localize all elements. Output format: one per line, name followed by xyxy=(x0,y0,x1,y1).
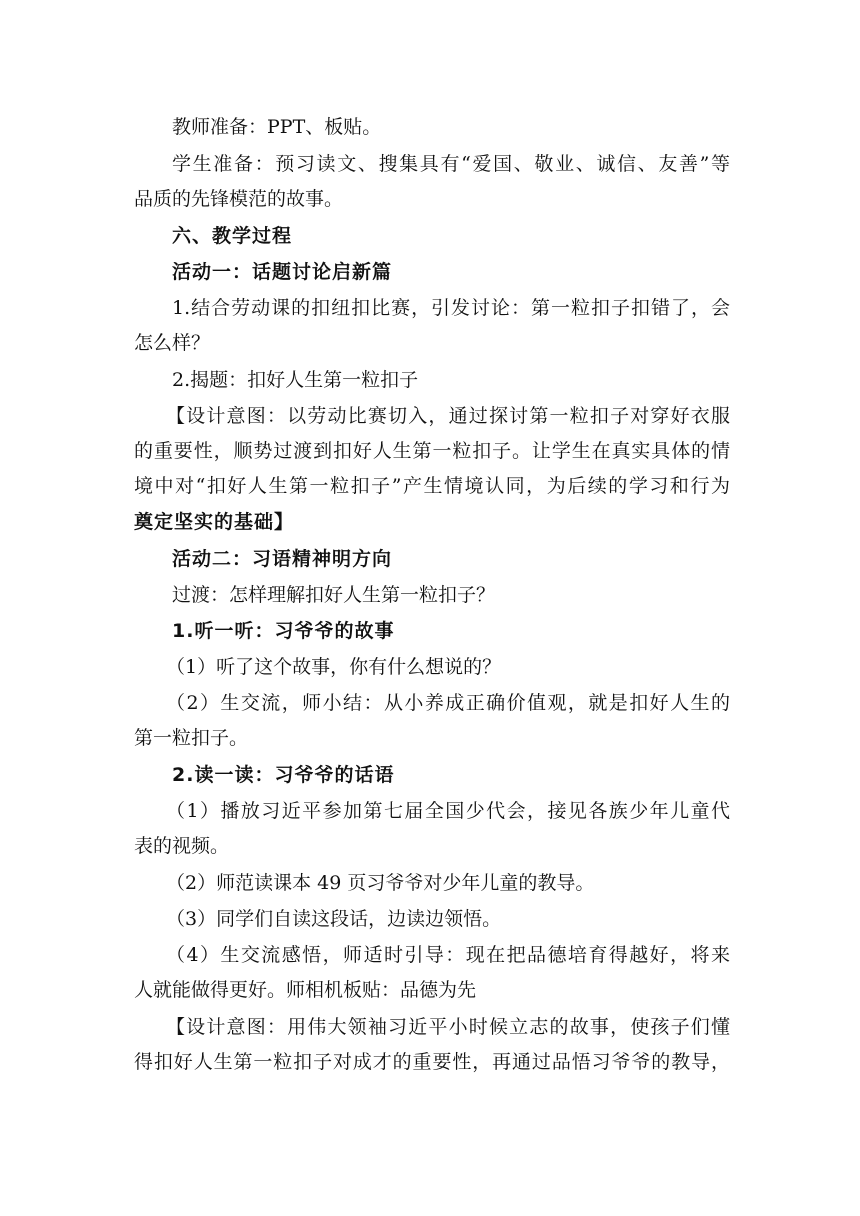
activity-two-heading: 活动二：习语精神明方向 xyxy=(172,548,393,570)
paragraph-line: （3）同学们自读这段话，边读边领悟。 xyxy=(166,908,502,930)
subheading: 2.读一读：习爷爷的话语 xyxy=(172,764,395,786)
paragraph-line: 过渡：怎样理解扣好人生第一粒扣子？ xyxy=(172,584,496,606)
subheading: 1.听一听：习爷爷的故事 xyxy=(172,620,395,642)
design-intent-line: 奠定坚实的基础】 xyxy=(134,511,295,533)
design-intent-line: 得扣好人生第一粒扣子对成才的重要性，再通过品悟习爷爷的教导， xyxy=(134,1051,730,1073)
paragraph-line: 2.揭题：扣好人生第一粒扣子 xyxy=(172,369,419,391)
student-prep-line-cont: 品质的先锋模范的故事。 xyxy=(134,188,344,210)
paragraph-line: （2）生交流，师小结：从小养成正确价值观，就是扣好人生的 xyxy=(166,692,730,714)
paragraph-line: （1）听了这个故事，你有什么想说的？ xyxy=(166,656,502,678)
paragraph-line: 人就能做得更好。师相机板贴：品德为先 xyxy=(134,979,477,1001)
teacher-prep-line: 教师准备：PPT、板贴。 xyxy=(172,116,382,138)
paragraph-line: （4）生交流感悟，师适时引导：现在把品德培育得越好，将来 xyxy=(166,944,730,966)
design-intent-line: 境中对“扣好人生第一粒扣子”产生情境认同，为后续的学习和行为 xyxy=(134,475,730,497)
activity-one-heading: 活动一：话题讨论启新篇 xyxy=(172,261,393,283)
paragraph-line: 怎么样？ xyxy=(134,332,211,354)
design-intent-line: 【设计意图：用伟大领袖习近平小时候立志的故事，使孩子们懂 xyxy=(166,1016,730,1038)
paragraph-line: 表的视频。 xyxy=(134,835,230,857)
student-prep-line: 学生准备：预习读文、搜集具有“爱国、敬业、诚信、友善”等 xyxy=(172,153,730,175)
paragraph-line: 第一粒扣子。 xyxy=(134,727,249,749)
design-intent-line: 【设计意图：以劳动比赛切入，通过探讨第一粒扣子对穿好衣服 xyxy=(166,405,730,427)
paragraph-line: （1）播放习近平参加第七届全国少代会，接见各族少年儿童代 xyxy=(166,800,730,822)
paragraph-line: （2）师范读课本 49 页习爷爷对少年儿童的教导。 xyxy=(166,872,595,894)
section-heading: 六、教学过程 xyxy=(172,225,293,247)
design-intent-line: 的重要性，顺势过渡到扣好人生第一粒扣子。让学生在真实具体的情 xyxy=(134,440,730,462)
paragraph-line: 1.结合劳动课的扣纽扣比赛，引发讨论：第一粒扣子扣错了，会 xyxy=(172,297,730,319)
